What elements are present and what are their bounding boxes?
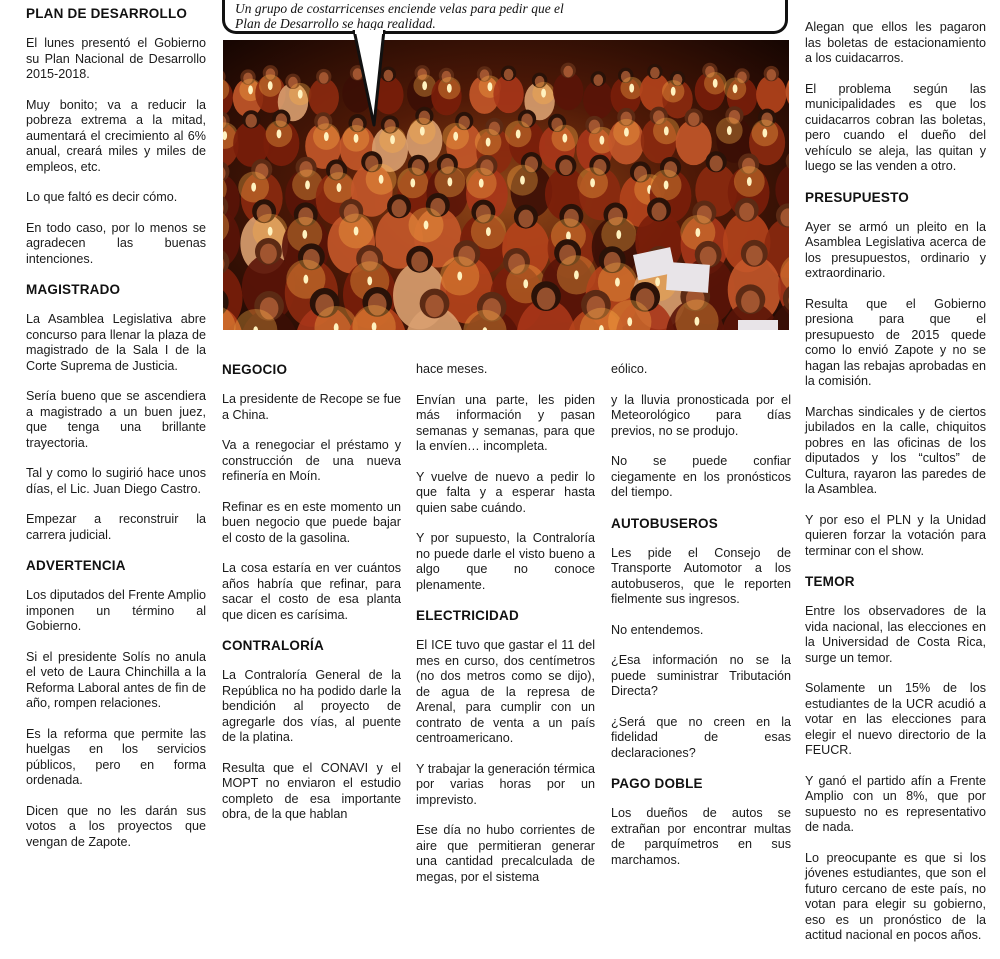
section-heading-magistrado: MAGISTRADO [26,282,206,298]
paragraph: No se puede confiar ciegamente en los pronósticos del tiempo. [611,454,791,501]
paragraph: ¿Esa información no se la puede suministrar Tributación Directa? [611,653,791,700]
paragraph: Sería bueno que se ascendiera a magistrado a un buen juez, que tenga una brillante trayectoria. [26,389,206,451]
paragraph: Dicen que no les darán sus votos a los proyectos que vengan de Zapote. [26,804,206,851]
photo-caption [222,0,788,34]
caption-line: Un grupo de costarricenses enciende velas para pedir que el [235,2,775,17]
section-heading-pago-doble: PAGO DOBLE [611,776,791,792]
section-heading-electricidad: ELECTRICIDAD [416,608,595,624]
section-heading-negocio: NEGOCIO [222,362,401,378]
paragraph: Empezar a reconstruir la carrera judicial. [26,512,206,543]
paragraph: Y por supuesto, la Contraloría no puede darle el visto bueno a algo que no conoce plenamente. [416,531,595,593]
section-heading-presupuesto: PRESUPUESTO [805,190,986,206]
paragraph: El ICE tuvo que gastar el 11 del mes en curso, dos centímetros (no dos metros como se dijo), de agua de la represa de Arenal, para cumplir con un contrato de venta a un país centroamericano. [416,638,595,747]
column-3 [416,362,595,900]
paragraph: Lo que faltó es decir cómo. [26,190,206,206]
section-heading-autobuseros: AUTOBUSEROS [611,516,791,532]
section-heading-plan-de-desarrollo: PLAN DE DESARROLLO [26,6,206,22]
paragraph: La presidente de Recope se fue a China. [222,392,401,423]
paragraph: Los dueños de autos se extrañan por encontrar multas de parquímetros en sus marchamos. [611,806,791,868]
paragraph: hace meses. [416,362,595,378]
paragraph: Les pide el Consejo de Transporte Automotor a los autobuseros, que le reporten fielmente sus ingresos. [611,546,791,608]
column-4 [611,362,791,883]
paragraph: La Asamblea Legislativa abre concurso para llenar la plaza de magistrado de la Sala I de la Corte Suprema de Justicia. [26,312,206,374]
paragraph: Y vuelve de nuevo a pedir lo que falta y a esperar hasta quien sabe cuándo. [416,470,595,517]
paragraph: El problema según las municipalidades es que los cuidacarros cobran las boletas, pero cuando el dueño del vehículo se aleja, las quitan y luego se las venden a otro. [805,82,986,175]
section-heading-contraloria: CONTRALORÍA [222,638,401,654]
column-1 [26,6,206,865]
paragraph: Refinar es en este momento un buen negocio que puede bajar el costo de la gasolina. [222,500,401,547]
paragraph: La cosa estaría en ver cuántos años habría que refinar, para sacar el costo de esa planta que dicen es carísima. [222,561,401,623]
paragraph: Resulta que el CONAVI y el MOPT no enviaron el estudio completo de esa importante obra, de la que hablan [222,761,401,823]
column-2 [222,362,401,838]
paragraph: Va a renegociar el préstamo y construcción de una nueva refinería en Moín. [222,438,401,485]
paragraph: Si el presidente Solís no anula el veto de Laura Chinchilla a la Reforma Laboral antes de fin de año, rompen relaciones. [26,650,206,712]
candlelight-vigil-photo [223,40,789,330]
paragraph: y la lluvia pronosticada por el Meteorológico para días previos, no se produjo. [611,393,791,440]
paragraph: Tal y como lo sugirió hace unos días, el Lic. Juan Diego Castro. [26,466,206,497]
paragraph: No entendemos. [611,623,791,639]
paragraph: Ayer se armó un pleito en la Asamblea Legislativa acerca de los presupuestos, ordinario y extraordinario. [805,220,986,282]
paragraph: El lunes presentó el Gobierno su Plan Nacional de Desarrollo 2015-2018. [26,36,206,83]
paragraph: Resulta que el Gobierno presiona para que el presupuesto de 2015 quede como lo envió Zapote y no se hagan las rebajas aprobadas en la comisión. [805,297,986,390]
paragraph: Y ganó el partido afín a Frente Amplio con un 8%, que por supuesto no es representativo de nada. [805,774,986,836]
paragraph: Marchas sindicales y de ciertos jubilados en la calle, chiquitos pobres en las oficinas de los diputados y los “cultos” de Cultura, rayaron las paredes de la Asamblea. [805,405,986,498]
paragraph: Alegan que ellos les pagaron las boletas de estacionamiento a los cuidacarros. [805,20,986,67]
paragraph: Lo preocupante es que si los jóvenes estudiantes, que son el futuro cercano de este país, no votan para elegir su gobierno, eso es un pronóstico de la actitud nacional en pocos años. [805,851,986,944]
crowd-illustration [223,40,789,330]
column-5 [805,20,986,959]
paragraph: Es la reforma que permite las huelgas en los servicios públicos, pero en forma ordenada. [26,727,206,789]
paragraph: eólico. [611,362,791,378]
paragraph: ¿Será que no creen en la fidelidad de esas declaraciones? [611,715,791,762]
section-heading-temor: TEMOR [805,574,986,590]
paragraph: Entre los observadores de la vida nacional, las elecciones en la Universidad de Costa Rica, surge un temor. [805,604,986,666]
caption-pointer [352,30,392,130]
caption-line: Plan de Desarrollo se haga realidad. [235,17,775,32]
section-heading-advertencia: ADVERTENCIA [26,558,206,574]
paragraph: Solamente un 15% de los estudiantes de la UCR acudió a votar en las elecciones para elegir el nuevo directorio de la FEUCR. [805,681,986,759]
paragraph: La Contraloría General de la República no ha podido darle la bendición al proyecto de agregarle dos vías, al puente de la platina. [222,668,401,746]
paragraph: Ese día no hubo corrientes de aire que permitieran generar una cantidad precalculada de megas, por el sistema [416,823,595,885]
paragraph: Y por eso el PLN y la Unidad quieren forzar la votación para terminar con el show. [805,513,986,560]
paragraph: Los diputados del Frente Amplio imponen un término al Gobierno. [26,588,206,635]
paragraph: Muy bonito; va a reducir la pobreza extrema a la mitad, aumentará el crecimiento al 6% anual, creará miles y miles de empleos, etc. [26,98,206,176]
paragraph: En todo caso, por lo menos se agradecen las buenas intenciones. [26,221,206,268]
paragraph: Y trabajar la generación térmica por varias horas por un imprevisto. [416,762,595,809]
paragraph: Envían una parte, les piden más información y pasan semanas y semanas, para que la envíen… incompleta. [416,393,595,455]
